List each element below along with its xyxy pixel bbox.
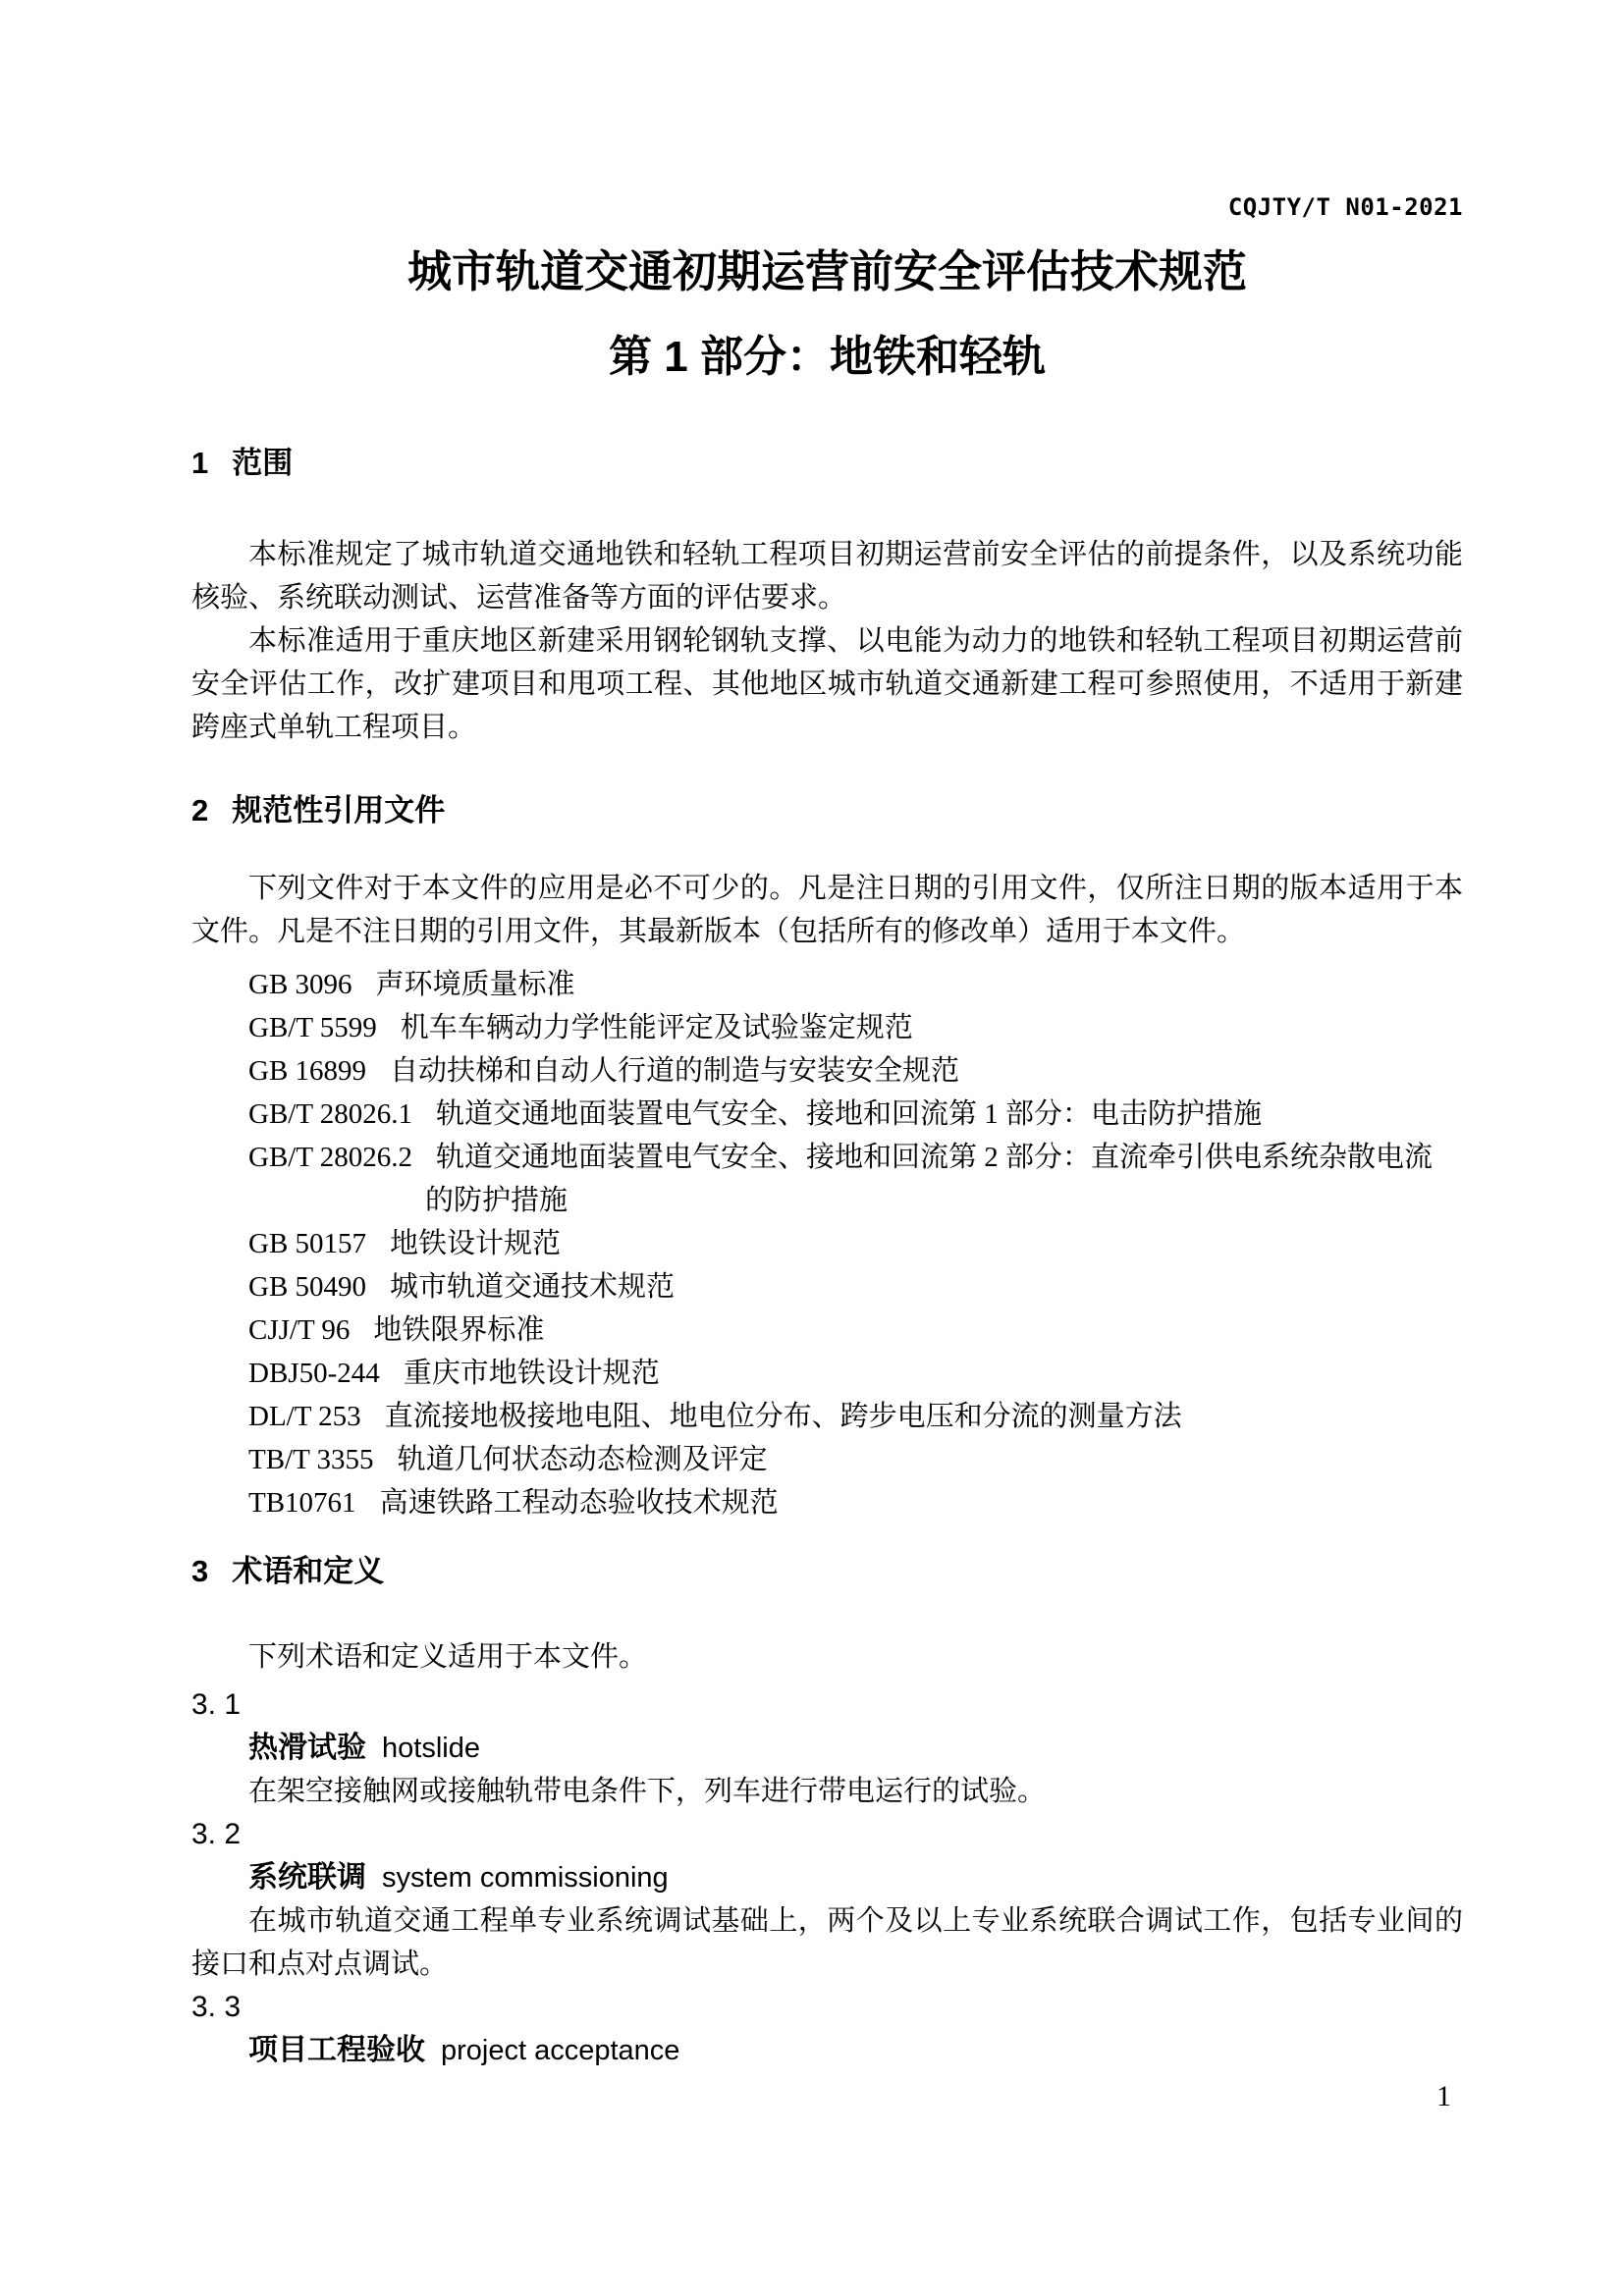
section-1-paragraph: 本标准规定了城市轨道交通地铁和轻轨工程项目初期运营前安全评估的前提条件，以及系统功能核验、系统联动测试、运营准备等方面的评估要求。 — [191, 539, 1463, 614]
reference-item — [191, 1265, 1463, 1308]
term-name — [191, 1856, 1463, 1899]
reference-title: 地铁设计规范 — [390, 1228, 562, 1259]
reference-item-continuation: 的防护措施 — [425, 1185, 568, 1216]
reference-title: 城市轨道交通技术规范 — [390, 1271, 676, 1303]
standard-code: CQJTY/T N01-2021 — [1227, 193, 1463, 221]
reference-item — [191, 1049, 1463, 1093]
reference-code: CJJ/T 96 — [248, 1314, 351, 1346]
reference-title: 轨道几何状态动态检测及评定 — [397, 1444, 768, 1475]
reference-code: TB10761 — [248, 1487, 356, 1519]
reference-title: 直流接地极接地电阻、地电位分布、跨步电压和分流的测量方法 — [384, 1401, 1182, 1432]
reference-code: GB/T 28026.2 — [248, 1142, 413, 1173]
reference-title: 地铁限界标准 — [373, 1314, 545, 1346]
reference-item — [191, 1481, 1463, 1524]
reference-item — [191, 1136, 1463, 1179]
reference-title: 声环境质量标准 — [375, 969, 575, 1000]
reference-item — [191, 1395, 1463, 1438]
reference-code: DL/T 253 — [248, 1401, 361, 1432]
section-3-heading — [191, 1553, 1463, 1590]
term-number: 3. 1 — [191, 1688, 242, 1721]
reference-item — [191, 963, 1463, 1006]
section-3-number: 3 — [191, 1554, 209, 1588]
term-name-cn: 项目工程验收 — [248, 2034, 425, 2066]
reference-code: GB 16899 — [248, 1055, 367, 1087]
reference-item — [191, 1222, 1463, 1265]
reference-title: 机车车辆动力学性能评定及试验鉴定规范 — [400, 1012, 913, 1043]
section-3-title: 术语和定义 — [232, 1554, 385, 1588]
term-number: 3. 2 — [191, 1818, 242, 1850]
term-name-en: project acceptance — [441, 2035, 680, 2066]
reference-item — [191, 1438, 1463, 1481]
section-1-heading — [191, 445, 1463, 482]
term-number: 3. 3 — [191, 1991, 242, 2023]
reference-code: GB/T 5599 — [248, 1012, 377, 1043]
section-1-number: 1 — [191, 446, 209, 480]
term-name-en: system commissioning — [382, 1862, 669, 1894]
reference-item — [191, 1352, 1463, 1395]
reference-item — [191, 1308, 1463, 1352]
reference-code: GB/T 28026.1 — [248, 1098, 413, 1130]
reference-title: 轨道交通地面装置电气安全、接地和回流第 2 部分：直流牵引供电系统杂散电流 — [436, 1142, 1434, 1173]
terms-list — [191, 1683, 1463, 2072]
term-name-en: hotslide — [382, 1733, 480, 1764]
term-name — [191, 1727, 1463, 1770]
page-number: 1 — [1436, 2080, 1451, 2112]
term-definition: 在城市轨道交通工程单专业系统调试基础上，两个及以上专业系统联合调试工作，包括专业间的接口和点对点调试。 — [191, 1905, 1463, 1980]
section-2-title: 规范性引用文件 — [232, 793, 446, 828]
reference-code: GB 50157 — [248, 1228, 367, 1259]
section-3-intro: 下列术语和定义适用于本文件。 — [248, 1641, 648, 1673]
section-1-title: 范围 — [232, 446, 294, 480]
reference-code: DBJ50-244 — [248, 1358, 380, 1389]
term-name-cn: 系统联调 — [248, 1861, 366, 1894]
term-definition: 在架空接触网或接触轨带电条件下，列车进行带电运行的试验。 — [248, 1776, 1047, 1807]
reference-code: GB 3096 — [248, 969, 352, 1000]
section-2-heading — [191, 792, 1463, 829]
document-title: 城市轨道交通初期运营前安全评估技术规范 — [406, 246, 1247, 296]
reference-code: GB 50490 — [248, 1271, 367, 1303]
section-2-number: 2 — [191, 793, 209, 828]
reference-title: 轨道交通地面装置电气安全、接地和回流第 1 部分：电击防护措施 — [436, 1098, 1263, 1130]
term-name — [191, 2029, 1463, 2072]
reference-title: 重庆市地铁设计规范 — [403, 1358, 660, 1389]
reference-title: 自动扶梯和自动人行道的制造与安装安全规范 — [390, 1055, 960, 1087]
reference-list — [191, 963, 1463, 1524]
reference-code: TB/T 3355 — [248, 1444, 374, 1475]
document-subtitle: 第 1 部分：地铁和轻轨 — [609, 333, 1046, 381]
section-1-paragraph: 本标准适用于重庆地区新建采用钢轮钢轨支撑、以电能为动力的地铁和轻轨工程项目初期运营前安全评估工作，改扩建项目和甩项工程、其他地区城市轨道交通新建工程可参照使用，不适用于新建跨座式单轨工程项目。 — [191, 625, 1463, 743]
section-2-intro: 下列文件对于本文件的应用是必不可少的。凡是注日期的引用文件，仅所注日期的版本适用于本文件。凡是不注日期的引用文件，其最新版本（包括所有的修改单）适用于本文件。 — [191, 873, 1463, 947]
reference-item — [191, 1093, 1463, 1136]
reference-item — [191, 1006, 1463, 1049]
reference-title: 高速铁路工程动态验收技术规范 — [379, 1487, 779, 1519]
term-name-cn: 热滑试验 — [248, 1732, 366, 1764]
